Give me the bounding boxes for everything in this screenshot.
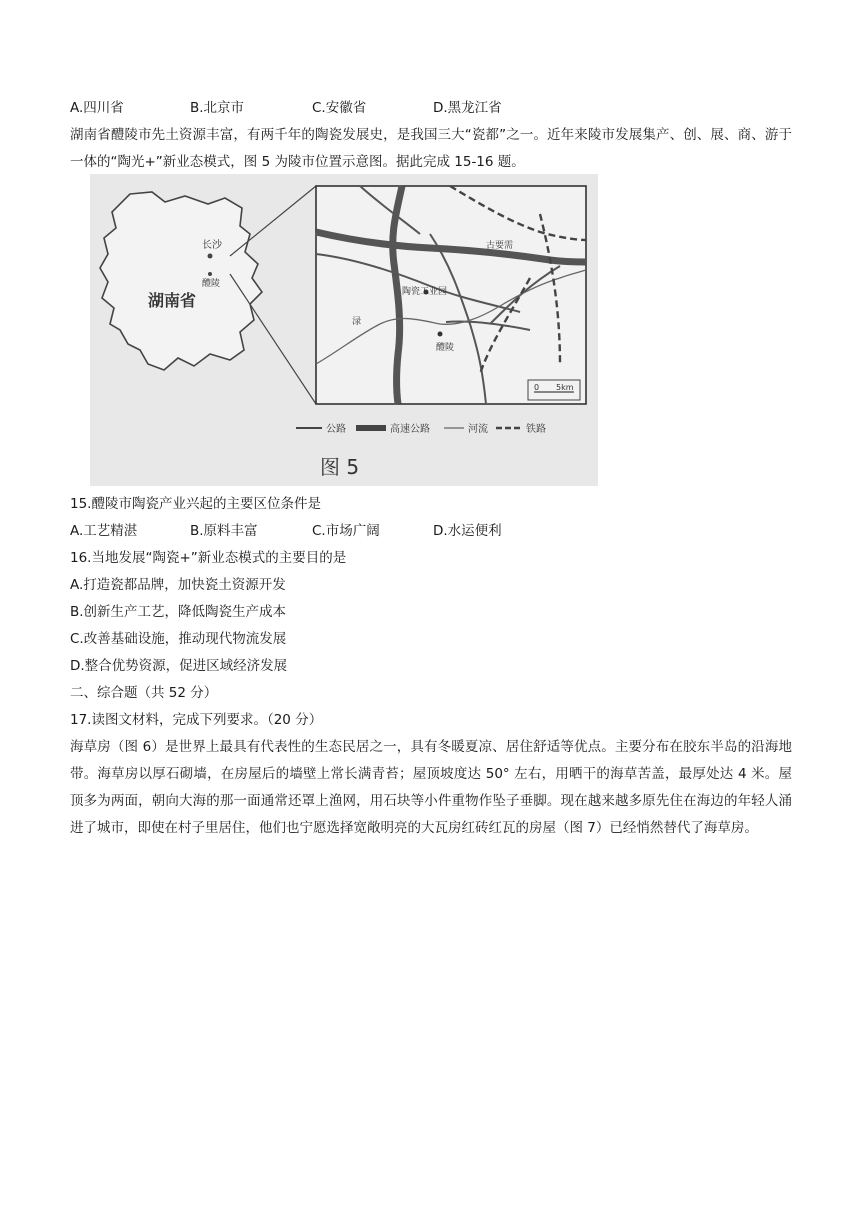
q16-stem: 16.当地发展“陶瓷+”新业态模式的主要目的是 (70, 550, 347, 566)
intro-paragraph: 湖南省醴陵市先土资源丰富，有两千年的陶瓷发展史，是我国三大“瓷都”之一。近年来陵市发展集产、创、展、商、游于一体的“陶光+”新业态模式，图 5 为陵市位置示意图。据此完成 15-16 题。 (70, 127, 792, 170)
province-label: 湖南省 (148, 291, 197, 310)
q15-option-d: D.水运便利 (433, 523, 502, 539)
legend-river: 河流 (468, 424, 488, 435)
legend-expressway: 高速公路 (390, 424, 430, 435)
q16-option-a: A.打造瓷都品牌，加快瓷土资源开发 (70, 577, 286, 593)
q14-option-a: A.四川省 (70, 100, 124, 116)
figure-5-map (90, 174, 598, 486)
q15-option-c: C.市场广阔 (312, 523, 380, 539)
q14-option-d: D.黑龙江省 (433, 100, 502, 116)
scale-zero: 0 (534, 383, 540, 392)
river-label: 渌 (352, 317, 362, 327)
q17-stem: 17.读图文材料，完成下列要求。（20 分） (70, 712, 323, 728)
industrial-park-label: 陶瓷工业园 (402, 287, 448, 297)
figure-caption: 图 5 (320, 455, 360, 479)
changsha-label: 长沙 (202, 240, 222, 251)
q14-option-c: C.安徽省 (312, 100, 367, 116)
liling-small-label: 醴陵 (202, 279, 221, 289)
q16-option-d: D.整合优势资源，促进区域经济发展 (70, 658, 288, 674)
scale-label: 5km (556, 383, 574, 392)
q16-option-c: C.改善基础设施，推动现代物流发展 (70, 631, 287, 647)
q15-stem: 15.醴陵市陶瓷产业兴起的主要区位条件是 (70, 496, 321, 512)
legend-road: 公路 (326, 424, 346, 435)
q15-option-b: B.原料丰富 (190, 523, 258, 539)
liling-label: 醴陵 (436, 343, 455, 353)
section-2-title: 二、综合题（共 52 分） (70, 685, 218, 701)
q14-option-b: B.北京市 (190, 100, 245, 116)
detail-map-frame (316, 186, 586, 404)
q16-option-b: B.创新生产工艺，降低陶瓷生产成本 (70, 604, 287, 620)
legend-railway: 铁路 (526, 424, 546, 435)
q17-paragraph: 海草房（图 6）是世界上最具有代表性的生态民居之一，具有冬暖夏凉、居住舒适等优点。主要分布在胶东半岛的沿海地带。海草房以厚石砌墙，在房屋后的墙壁上常长满青苔；屋顶坡度达 50° 左右，用晒干的海草苦盖，最厚处达 4 米。屋顶多为两面，朝向大海的那一面通常还罩上渔网，用石块等小件重物作坠子垂脚。现在越来越多原先住在海边的年轻人涌进了城市，即使在村子里居住，他们也宁愿选择宽敞明亮的大瓦房红砖红瓦的房屋（图 7）已经悄然替代了海草房。 (70, 739, 792, 836)
map-svg (90, 174, 598, 486)
gufeng-label: 古要需 (486, 241, 514, 251)
q15-option-a: A.工艺精湛 (70, 523, 138, 539)
